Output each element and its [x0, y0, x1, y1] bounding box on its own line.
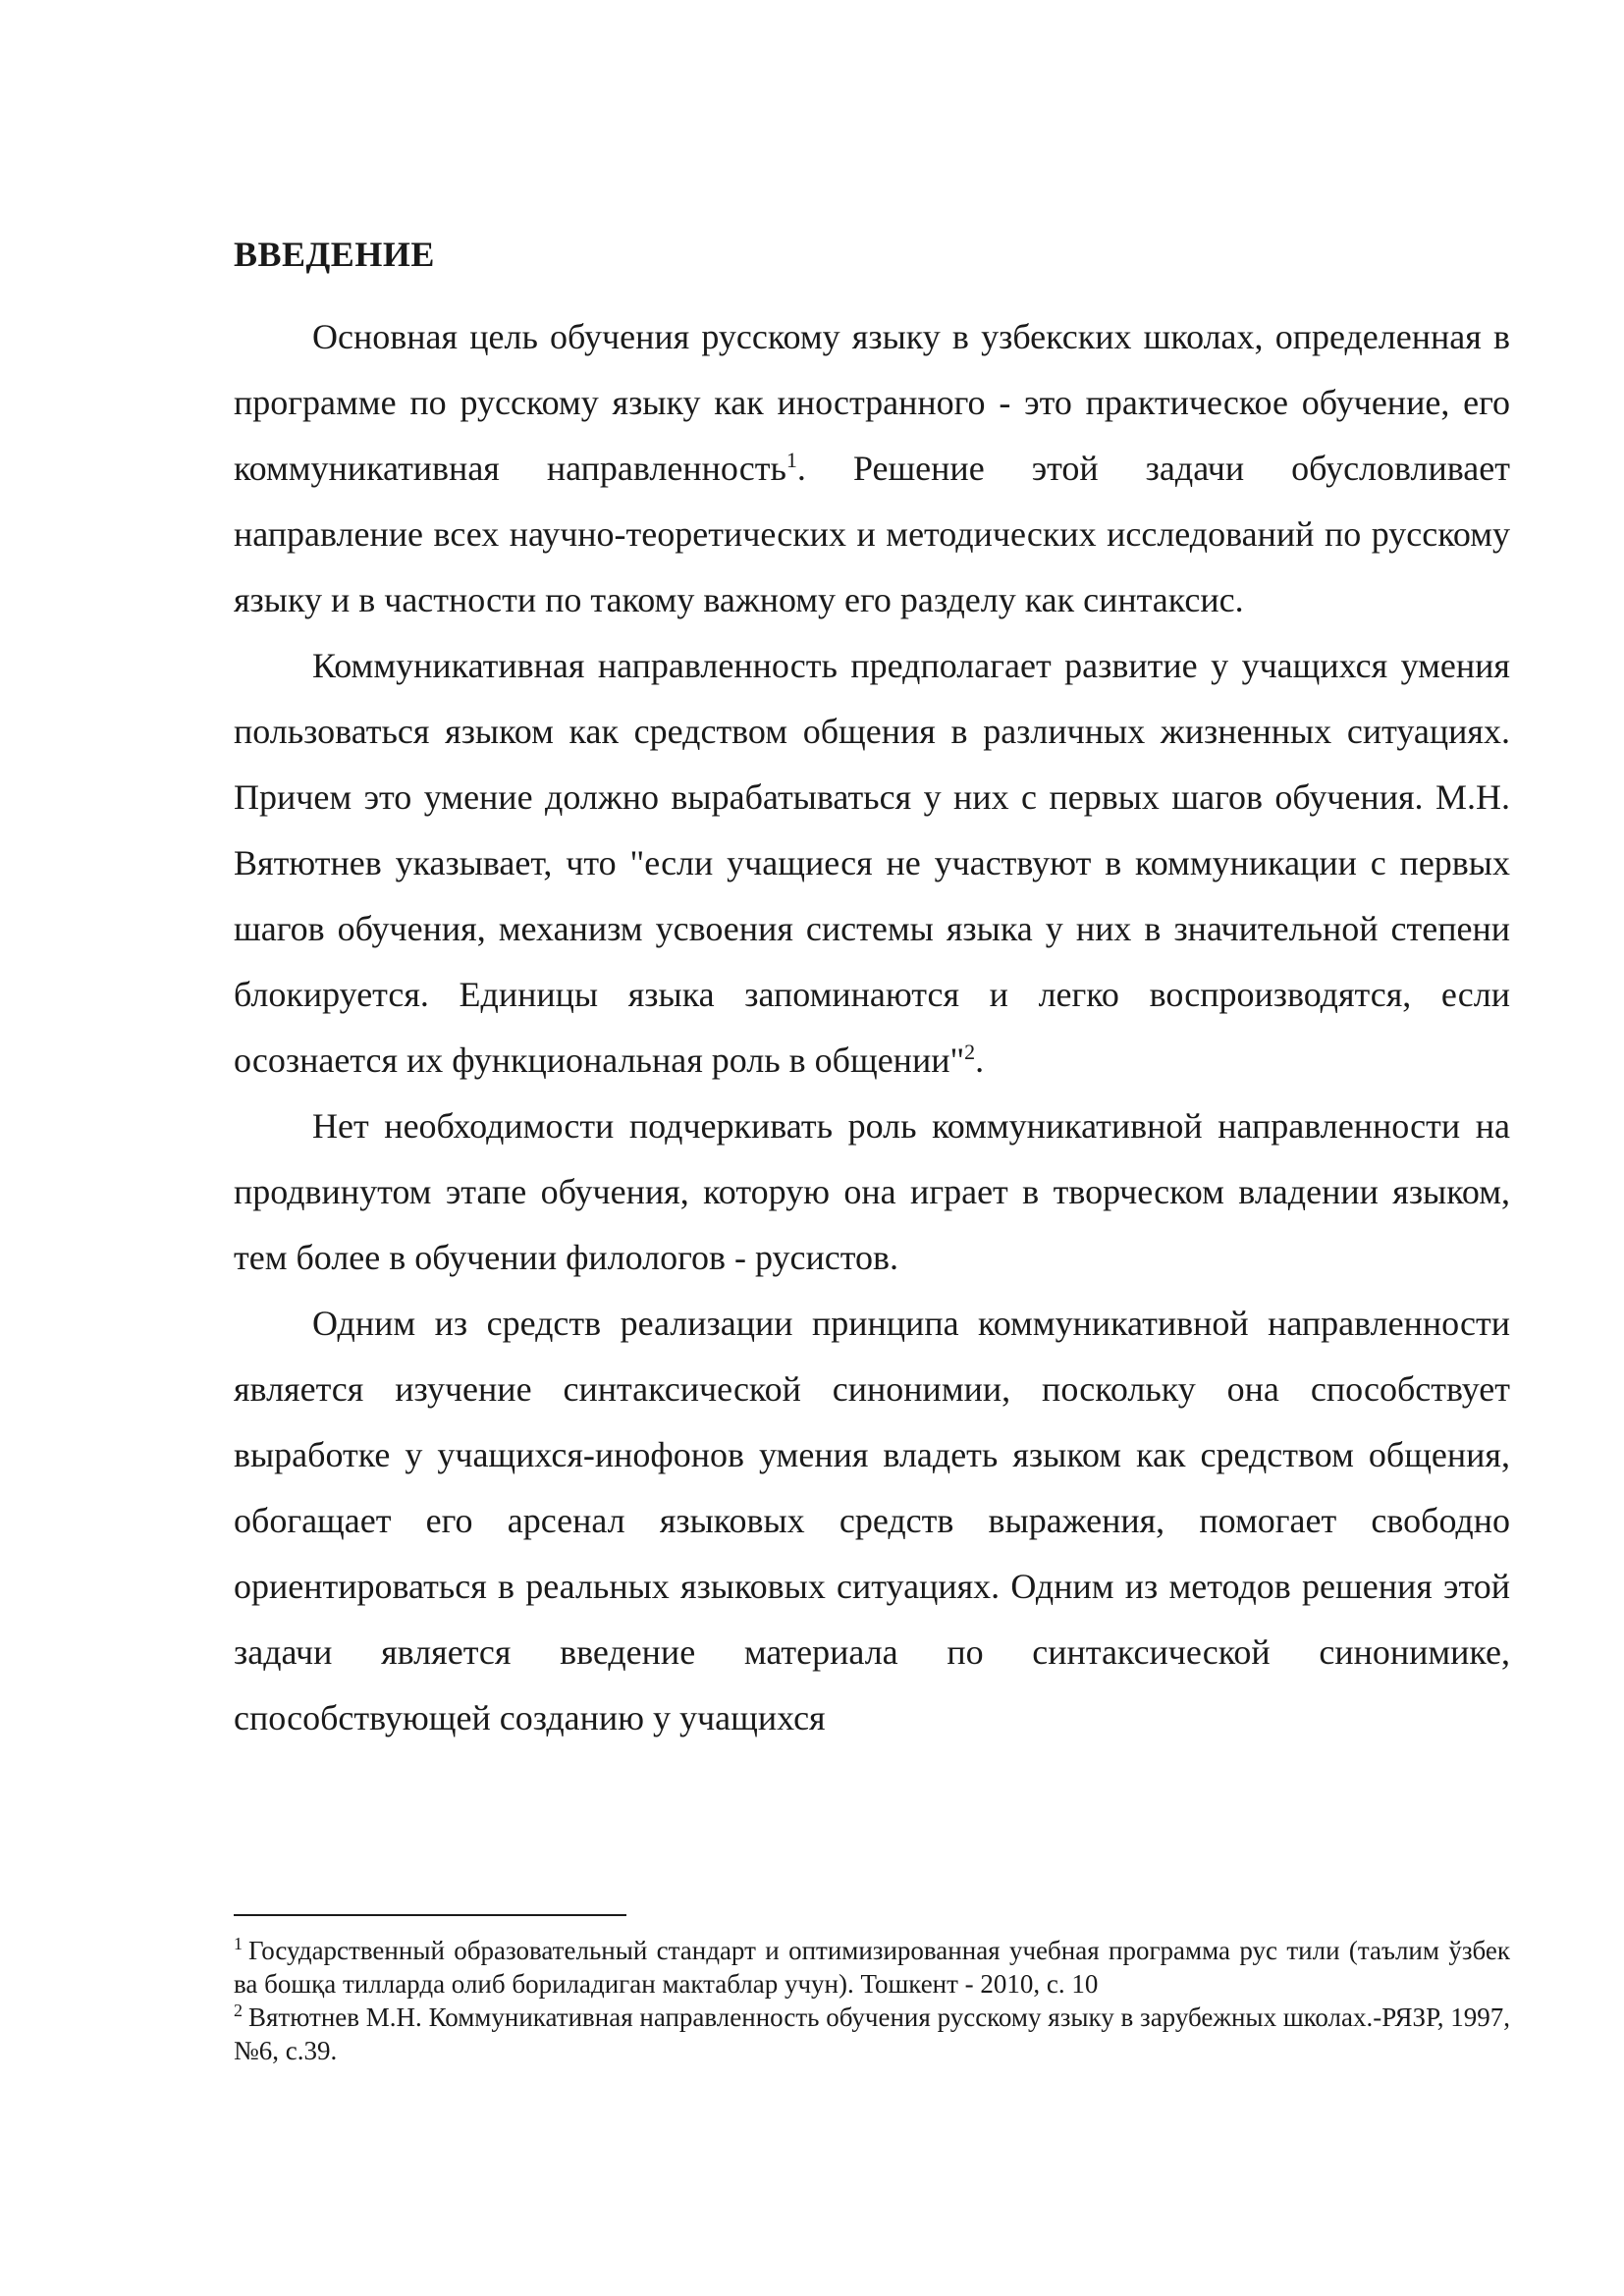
- paragraph-1: [234, 304, 1510, 633]
- paragraph-4: [234, 1291, 1510, 1751]
- paragraph-text: .: [975, 1041, 985, 1080]
- footnote-2: [234, 2001, 1510, 2067]
- footnote-separator: [234, 1914, 626, 1916]
- paragraph-2: [234, 633, 1510, 1094]
- footnote-mark: 1: [234, 1934, 243, 1953]
- paragraph-text: Одним из средств реализации принципа коммуникативной направленности является изучение синтаксической синонимии, поскольку она способствует выработке у учащихся-инофонов умения владеть языком как средством общения, обогащает его арсенал языковых средств выражения, помогает свободно ориентироваться в реальных языковых ситуациях. Одним из методов решения этой задачи является введение материала по синтаксической синонимике, способствующей созданию у учащихся: [234, 1304, 1510, 1737]
- footnote-mark: 2: [234, 2001, 243, 2020]
- footnote-text: Государственный образовательный стандарт и оптимизированная учебная программа рус тили (таълим ўзбек ва бошқа тилларда олиб бориладиган мактаблар учун). Тошкент - 2010, с. 10: [234, 1936, 1510, 1999]
- paragraph-3: [234, 1094, 1510, 1291]
- footnote-text: Вятютнев М.Н. Коммуникативная направленность обучения русскому языку в зарубежных школах.-РЯЗР, 1997, №6, с.39.: [234, 2002, 1510, 2065]
- paragraph-text: Коммуникативная направленность предполагает развитие у учащихся умения пользоваться языком как средством общения в различных жизненных ситуациях. Причем это умение должно вырабатываться у них с первых шагов обучения. М.Н. Вятютнев указывает, что "если учащиеся не участвуют в коммуникации с первых шагов обучения, механизм усвоения системы языка у них в значительной степени блокируется. Единицы языка запоминаются и легко воспроизводятся, если осознается их функциональная роль в общении": [234, 646, 1510, 1080]
- body-text: [234, 304, 1510, 1751]
- footnote-reference: 1: [785, 448, 797, 472]
- footnote-1: [234, 1934, 1510, 2001]
- footnote-reference: 2: [964, 1040, 976, 1064]
- paragraph-text: Основная цель обучения русскому языку в узбекских школах, определенная в программе по русскому языку как иностранного - это практическое обучение, его коммуникативная направленность: [234, 317, 1510, 488]
- paragraph-text: . Решение этой задачи обусловливает направление всех научно-теоретических и методических исследований по русскому языку и в частности по такому важному его разделу как синтаксис.: [234, 449, 1510, 619]
- section-heading: ВВЕДЕНИЕ: [234, 235, 435, 274]
- paragraph-text: Нет необходимости подчеркивать роль коммуникативной направленности на продвинутом этапе обучения, которую она играет в творческом владении языком, тем более в обучении филологов - русистов.: [234, 1106, 1510, 1277]
- footnotes: [234, 1914, 1510, 2067]
